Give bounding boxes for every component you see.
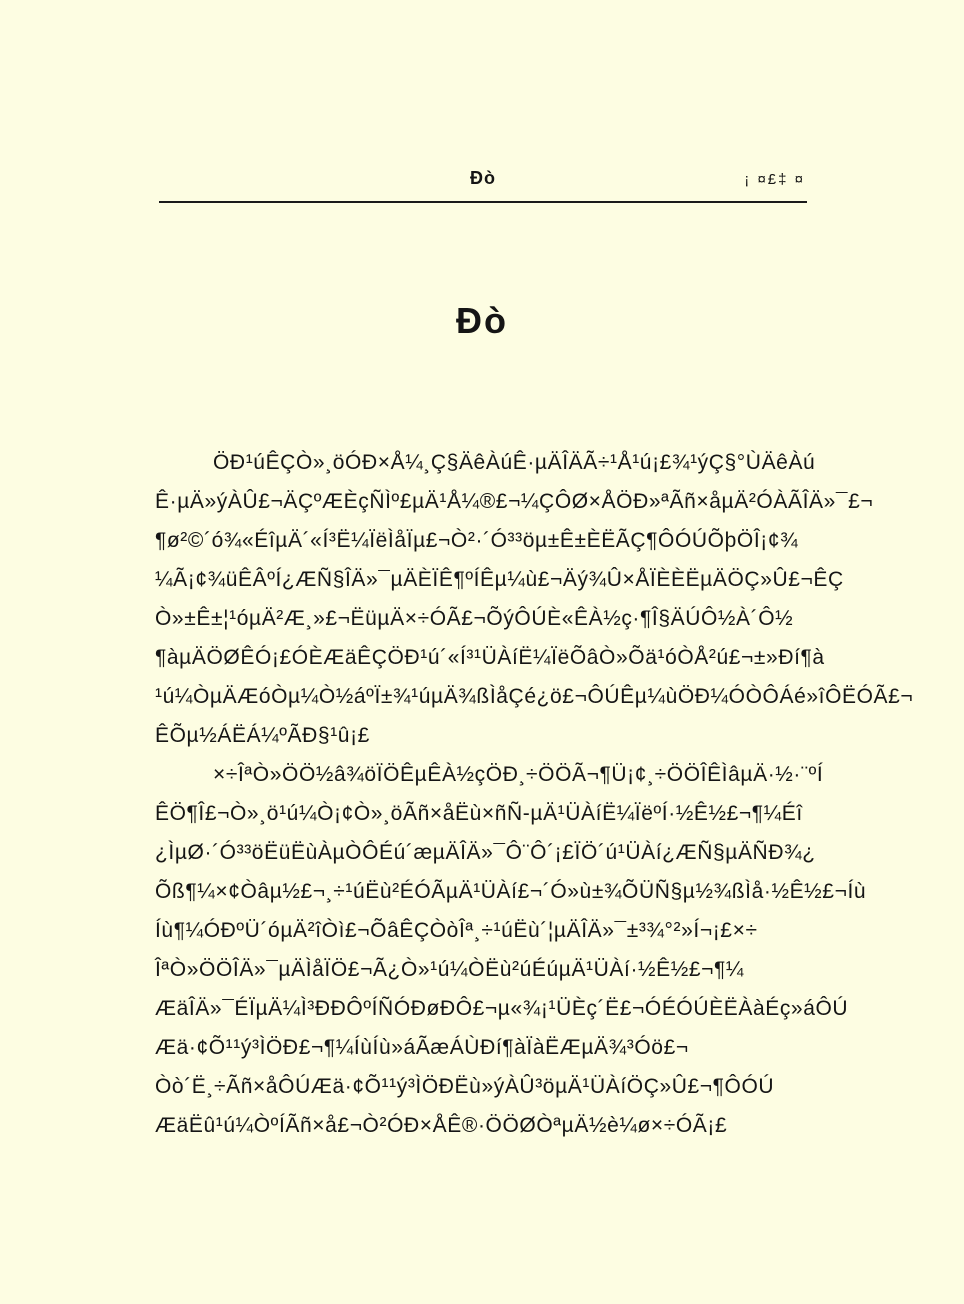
text-line: ¿ÌµØ·´Ó³³öËüËùÀµÒÔÉú´æµÄÎÄ»¯Ô¨Ô´¡£ÏÖ´ú¹ÜÀí¿ÆÑ§µÄÑÐ¾¿: [155, 841, 816, 864]
running-head-marker: ¡ ¤£‡ ¤: [744, 171, 805, 188]
paragraph: [155, 443, 914, 755]
text-line: ×÷ÎªÒ»ÖÖ½â¾öÏÖÊµÊÀ½çÖÐ¸÷ÖÖÃ¬¶Ü¡¢¸÷ÖÖÎÊÌâµÄ·½·¨ºÍ: [213, 763, 824, 786]
text-line: ÆäËû¹ú¼ÒºÍÃñ×å£¬Ò²ÓÐ×ÅÊ®·ÖÖØÒªµÄ½è¼ø×÷ÓÃ¡£: [155, 1114, 728, 1137]
text-line: Æä·¢Õ¹¹ý³ÌÖÐ£¬¶¼ÍùÍù»áÃæÁÙÐí¶àÏàËÆµÄ¾³Óö£¬: [155, 1036, 689, 1059]
text-line: ÊÖ¶Î£¬Ò»¸ö¹ú¼Ò¡¢Ò»¸öÃñ×åËù×ñÑ-µÄ¹ÜÀíË¼ÏëºÍ·½Ê½£¬¶¼Éî: [155, 802, 803, 825]
text-line: ÆäÎÄ»¯ÉÏµÄ¼Ì³ÐÐÔºÍÑÓÐøÐÔ£¬µ«¾¡¹ÜÈç´Ë£¬ÓÉÓÚÈËÀàÉç»áÔÚ: [155, 997, 849, 1020]
header-rule: [159, 201, 807, 203]
text-line: Òò´Ë¸÷Ãñ×åÔÚÆä·¢Õ¹¹ý³ÌÖÐËù»ýÀÛ³öµÄ¹ÜÀíÖÇ»Û£¬¶ÔÓÚ: [155, 1075, 775, 1098]
text-line: Íù¶¼ÓÐºÜ´óµÄ²îÒì£¬ÕâÊÇÒòÎª¸÷¹úËù´¦µÄÎÄ»¯±³¾°²»Í¬¡£×÷: [155, 919, 758, 942]
text-line: ¹ú¼ÒµÄÆóÒµ¼Ò½áºÏ±¾¹úµÄ¾ßÌåÇé¿ö£¬ÔÚÊµ¼ùÖÐ¼ÓÒÔÁé»îÔËÓÃ£¬: [155, 685, 914, 708]
text-line: ÖÐ¹úÊÇÒ»¸öÓÐ×Å¼¸Ç§ÄêÀúÊ·µÄÎÄÃ÷¹Å¹ú¡£¾¹ýÇ§°ÙÄêÀú: [213, 451, 816, 474]
body-text: [155, 443, 914, 1145]
paragraph: [155, 755, 867, 1145]
text-line: ÊÕµ½ÁËÁ¼ºÃÐ§¹û¡£: [155, 724, 370, 747]
text-line: ¼Ã¡¢¾üÊÂºÍ¿ÆÑ§ÎÄ»¯µÄÈÏÊ¶ºÍÊµ¼ù£¬Äý¾Û×ÅÏÈÈËµÄÖÇ»Û£¬ÊÇ: [155, 568, 844, 591]
text-line: ¶àµÄÖØÊÓ¡£ÓÈÆäÊÇÖÐ¹ú´«Í³¹ÜÀíË¼ÏëÕâÒ»Õä¹óÒÅ²ú£¬±»Ðí¶à: [155, 646, 825, 669]
running-head-title: Ðò: [470, 168, 496, 188]
text-line: Ò»±Ê±¦¹óµÄ²Æ¸»£¬ËüµÄ×÷ÓÃ£¬ÕýÔÚÈ«ÊÀ½ç·¶Î§ÄÚÔ½À´Ô½: [155, 607, 794, 630]
text-line: Ê·µÄ»ýÀÛ£¬ÄÇºÆÈçÑÌº£µÄ¹Å¼®£¬¼ÇÔØ×ÅÖÐ»ªÃñ×åµÄ²ÓÀÃÎÄ»¯£¬: [155, 490, 874, 513]
text-line: Õß¶¼×¢Òâµ½£¬¸÷¹úËù²ÉÓÃµÄ¹ÜÀí£¬´Ó»ù±¾ÕÜÑ§µ½¾ßÌå·½Ê½£¬Íù: [155, 880, 867, 903]
page-header: [159, 168, 807, 194]
text-line: ¶ø²©´ó¾«ÉîµÄ´«Í³Ë¼ÏëÌåÏµ£¬Ò²·´Ó³³öµ±Ê±ÈËÃÇ¶ÔÓÚÕþÖÎ¡¢¾: [155, 529, 799, 552]
text-line: ÎªÒ»ÖÖÎÄ»¯µÄÌåÏÖ£¬Ã¿Ò»¹ú¼ÒËù²úÉúµÄ¹ÜÀí·½Ê½£¬¶¼: [155, 958, 745, 981]
page-title: Ðò: [456, 300, 508, 341]
